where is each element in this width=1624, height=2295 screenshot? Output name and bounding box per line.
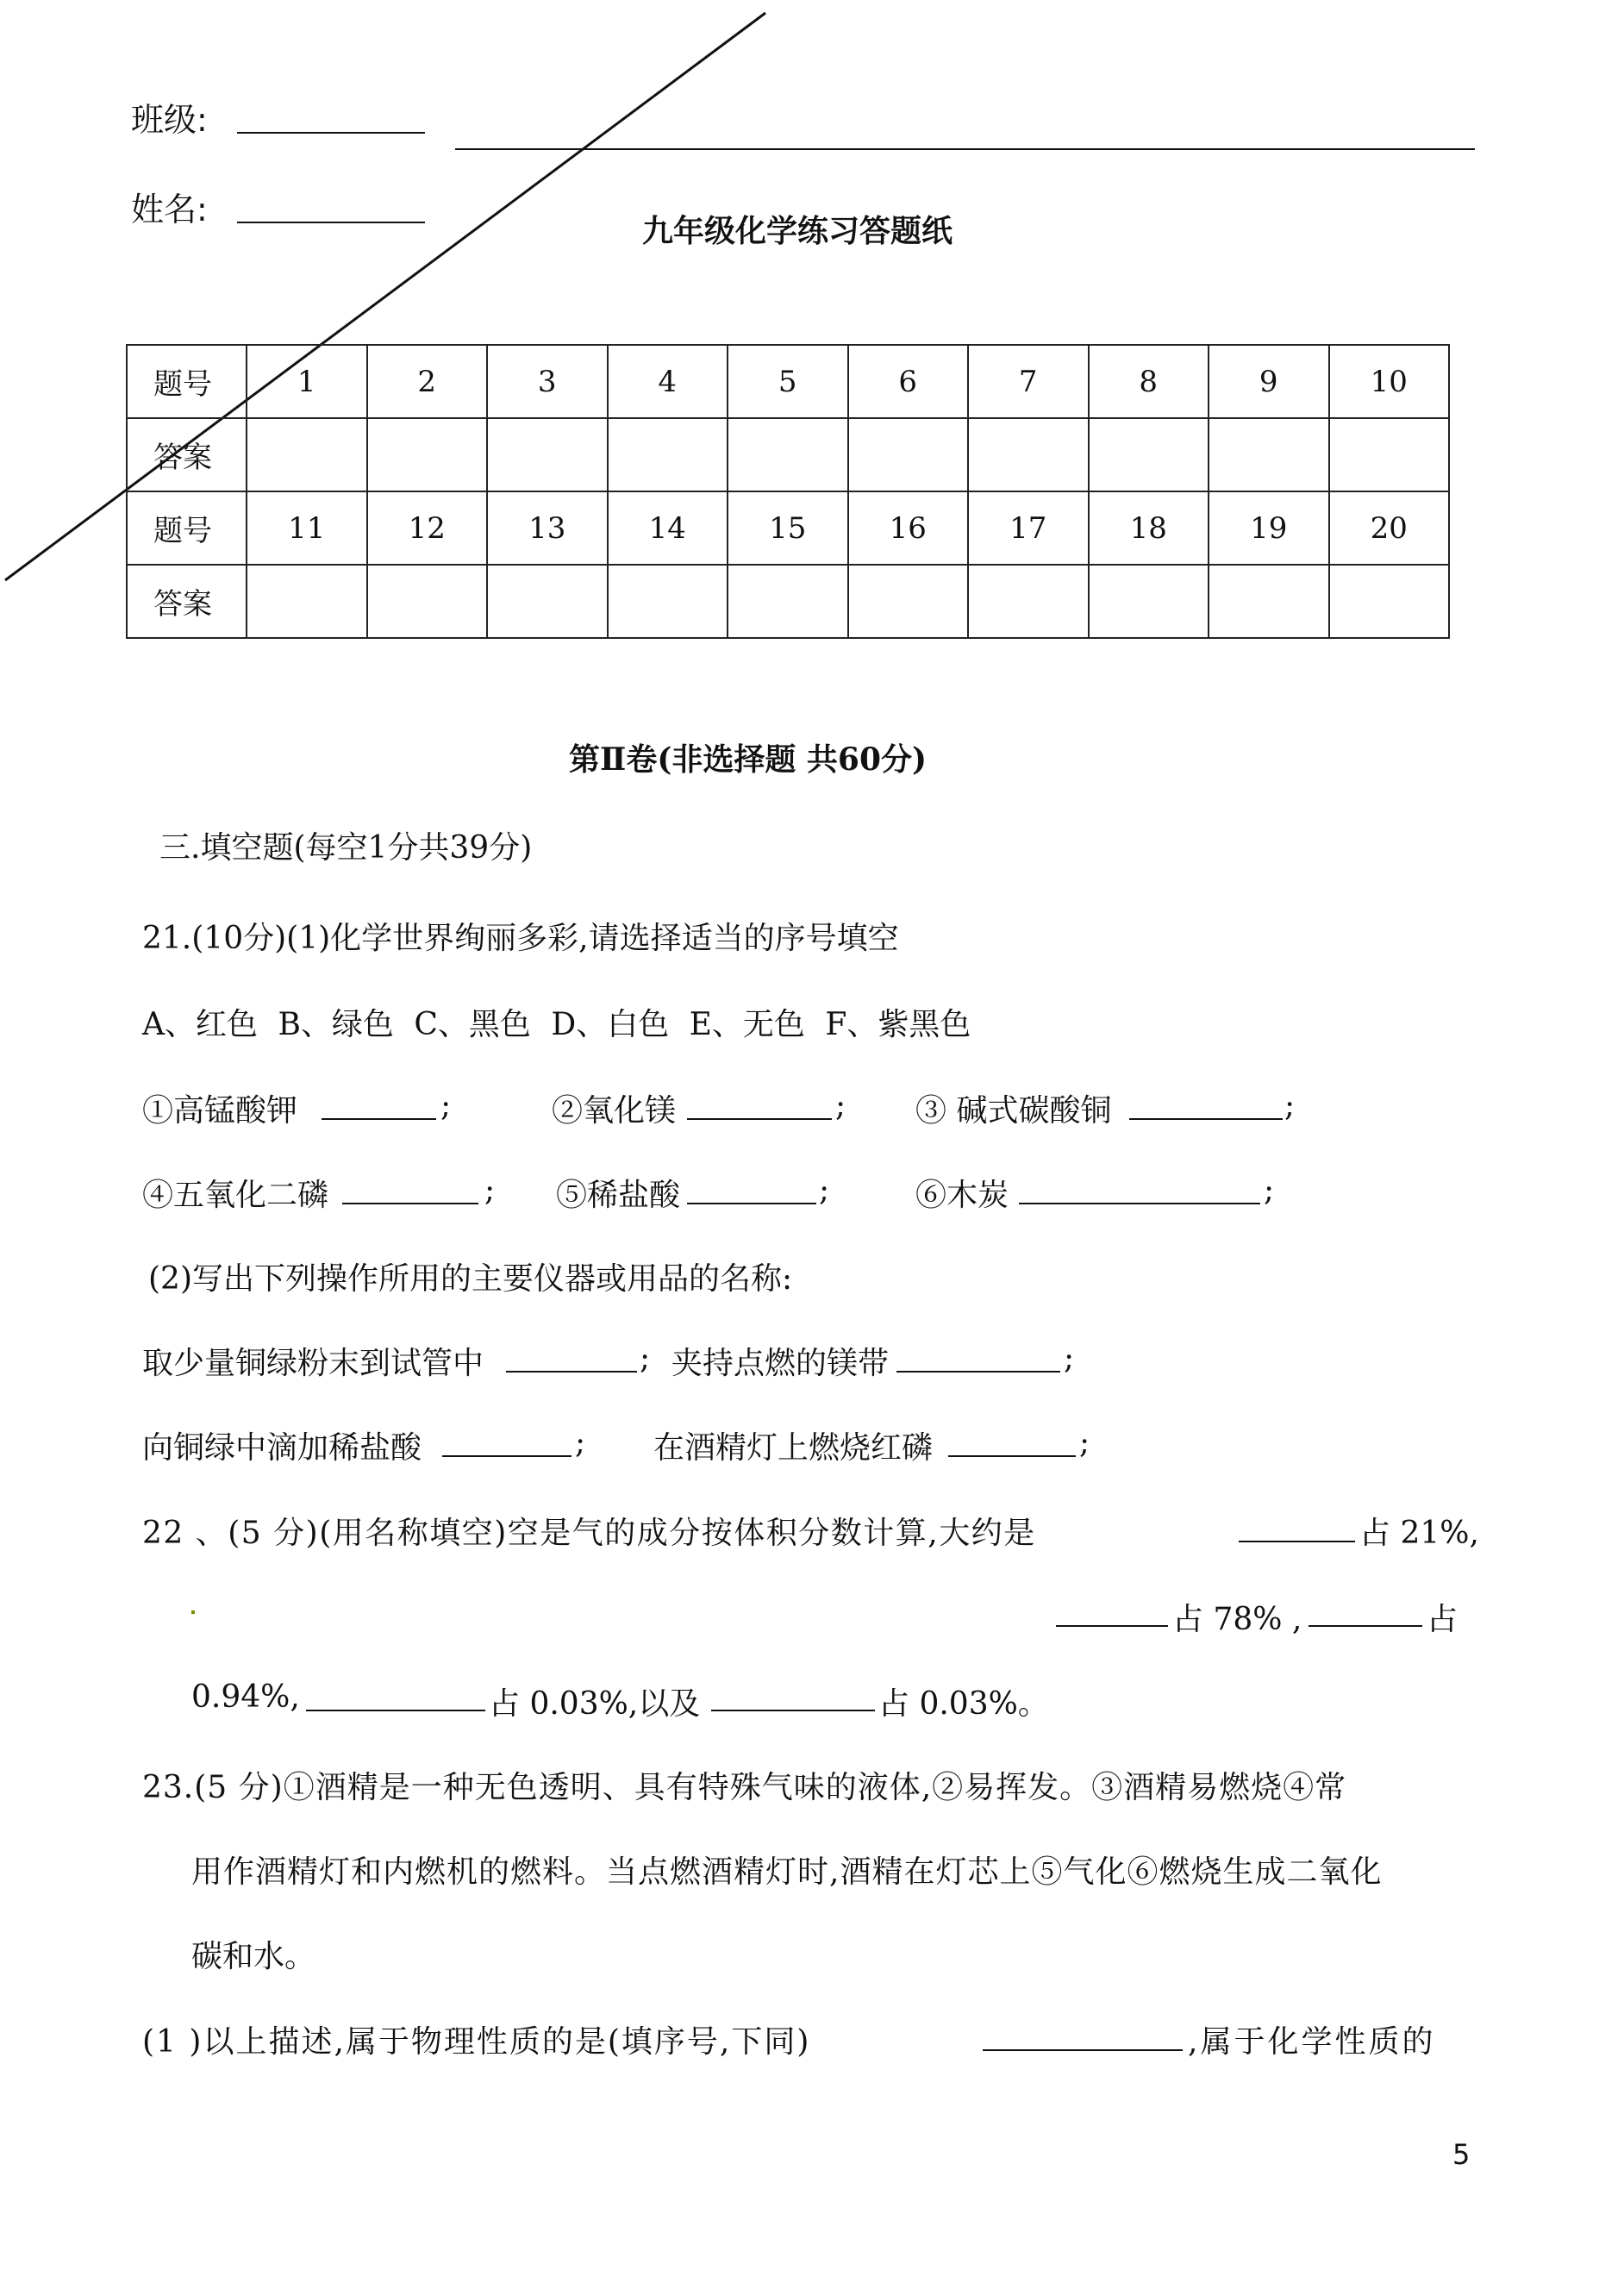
question-number: 20 bbox=[1329, 491, 1450, 565]
question-number: 3 bbox=[487, 345, 608, 418]
answer-label: 答案 bbox=[127, 565, 247, 638]
q22-blank1[interactable] bbox=[1239, 1541, 1355, 1542]
semicolon: ; bbox=[640, 1341, 651, 1376]
question-number: 9 bbox=[1209, 345, 1329, 418]
answer-cell[interactable] bbox=[1209, 565, 1329, 638]
q23-line3: 碳和水。 bbox=[191, 1939, 316, 1974]
q23-sub1-a: (1 )以上描述,属于物理性质的是(填序号,下同) bbox=[142, 2024, 811, 2060]
q21-op2: 夹持点燃的镁带 bbox=[671, 1346, 890, 1381]
answer-cell[interactable] bbox=[848, 418, 969, 491]
semicolon: ; bbox=[1284, 1088, 1296, 1123]
question-number: 18 bbox=[1089, 491, 1209, 565]
answer-cell[interactable] bbox=[608, 565, 728, 638]
answer-cell[interactable] bbox=[1089, 565, 1209, 638]
q21-blank2[interactable] bbox=[687, 1118, 832, 1120]
semicolon: ; bbox=[819, 1173, 830, 1208]
question-number: 7 bbox=[968, 345, 1089, 418]
q21-options: A、红色 B、绿色 C、黑色 D、白色 E、无色 F、紫黑色 bbox=[142, 1007, 971, 1042]
answer-cell[interactable] bbox=[367, 418, 488, 491]
question-number: 19 bbox=[1209, 491, 1329, 565]
answer-cell[interactable] bbox=[367, 565, 488, 638]
answer-cell[interactable] bbox=[247, 418, 367, 491]
name-label: 姓名: bbox=[131, 191, 208, 228]
question-number: 6 bbox=[848, 345, 969, 418]
semicolon: ; bbox=[835, 1088, 846, 1123]
question-number: 10 bbox=[1329, 345, 1450, 418]
question-number: 4 bbox=[608, 345, 728, 418]
question-number: 8 bbox=[1089, 345, 1209, 418]
dot-mark bbox=[191, 1610, 195, 1614]
q21-blank1[interactable] bbox=[322, 1118, 436, 1120]
q21-blank5[interactable] bbox=[687, 1203, 816, 1204]
q21-item2: ②氧化镁 bbox=[552, 1093, 677, 1129]
q21-intro: 21.(10分)(1)化学世界绚丽多彩,请选择适当的序号填空 bbox=[142, 921, 899, 956]
q22-line1: 22 、(5 分)(用名称填空)空是气的成分按体积分数计算,大约是 bbox=[142, 1516, 1036, 1551]
q21-op1: 取少量铜绿粉末到试管中 bbox=[142, 1346, 484, 1381]
answer-table bbox=[126, 344, 1450, 639]
question-number: 11 bbox=[247, 491, 367, 565]
q21-blank4[interactable] bbox=[342, 1203, 478, 1204]
answer-cell[interactable] bbox=[848, 565, 969, 638]
answer-label: 答案 bbox=[127, 418, 247, 491]
answer-cell[interactable] bbox=[1329, 565, 1450, 638]
q22-blank4[interactable] bbox=[306, 1710, 485, 1711]
answer-cell[interactable] bbox=[728, 418, 848, 491]
q22-line1-end: 占 21%, bbox=[1359, 1516, 1479, 1551]
question-number: 14 bbox=[608, 491, 728, 565]
page-number: 5 bbox=[1452, 2138, 1471, 2171]
q21-part2: (2)写出下列操作所用的主要仪器或用品的名称: bbox=[148, 1261, 793, 1297]
question-number: 1 bbox=[247, 345, 367, 418]
answer-cell[interactable] bbox=[968, 565, 1089, 638]
table-row bbox=[127, 418, 1449, 491]
q23-line1: 23.(5 分)①酒精是一种无色透明、具有特殊气味的液体,②易挥发。③酒精易燃烧④常 bbox=[142, 1770, 1347, 1805]
class-field[interactable] bbox=[237, 132, 425, 134]
semicolon: ; bbox=[484, 1173, 496, 1208]
q22-line3-b: 占 0.03%,以及 bbox=[489, 1686, 701, 1722]
q23-blank1[interactable] bbox=[983, 2049, 1183, 2051]
question-number: 13 bbox=[487, 491, 608, 565]
q21-blank10[interactable] bbox=[948, 1455, 1076, 1457]
answer-cell[interactable] bbox=[968, 418, 1089, 491]
q22-line3-c: 占 0.03%。 bbox=[878, 1686, 1049, 1722]
table-row bbox=[127, 491, 1449, 565]
answer-cell[interactable] bbox=[728, 565, 848, 638]
part3-title: 三.填空题(每空1分共39分) bbox=[159, 830, 533, 866]
answer-cell[interactable] bbox=[1209, 418, 1329, 491]
question-number-label: 题号 bbox=[127, 345, 247, 418]
answer-cell[interactable] bbox=[487, 565, 608, 638]
semicolon: ; bbox=[1064, 1341, 1075, 1376]
q21-item3: ③ 碱式碳酸铜 bbox=[915, 1093, 1112, 1129]
q21-item5: ⑤稀盐酸 bbox=[556, 1178, 681, 1213]
q22-line2-b: 占 bbox=[1427, 1602, 1458, 1637]
header-rule bbox=[455, 148, 1475, 150]
q22-line2-a: 占 78% , bbox=[1172, 1602, 1302, 1637]
question-number: 2 bbox=[367, 345, 488, 418]
question-number: 17 bbox=[968, 491, 1089, 565]
answer-cell[interactable] bbox=[247, 565, 367, 638]
question-number-label: 题号 bbox=[127, 491, 247, 565]
q22-blank3[interactable] bbox=[1309, 1625, 1422, 1627]
semicolon: ; bbox=[440, 1088, 452, 1123]
q23-sub1-b: ,属于化学性质的 bbox=[1188, 2024, 1436, 2060]
section-title: 第Ⅱ卷(非选择题 共60分) bbox=[569, 741, 928, 778]
q21-blank8[interactable] bbox=[896, 1371, 1060, 1373]
page-title: 九年级化学练习答题纸 bbox=[642, 213, 953, 249]
answer-cell[interactable] bbox=[1089, 418, 1209, 491]
question-number: 5 bbox=[728, 345, 848, 418]
table-row bbox=[127, 345, 1449, 418]
q21-blank7[interactable] bbox=[506, 1371, 637, 1373]
q22-blank2[interactable] bbox=[1056, 1625, 1168, 1627]
q21-blank3[interactable] bbox=[1129, 1118, 1283, 1120]
name-field[interactable] bbox=[237, 222, 425, 223]
answer-cell[interactable] bbox=[1329, 418, 1450, 491]
q21-item4: ④五氧化二磷 bbox=[142, 1178, 329, 1213]
q22-line3-a: 0.94%, bbox=[191, 1679, 300, 1715]
q21-blank9[interactable] bbox=[442, 1455, 572, 1457]
semicolon: ; bbox=[575, 1425, 586, 1460]
question-number: 12 bbox=[367, 491, 488, 565]
question-number: 15 bbox=[728, 491, 848, 565]
q21-item1: ①高锰酸钾 bbox=[142, 1093, 298, 1129]
table-row bbox=[127, 565, 1449, 638]
q21-blank6[interactable] bbox=[1019, 1203, 1260, 1204]
q21-item6: ⑥木炭 bbox=[915, 1178, 1009, 1213]
class-label: 班级: bbox=[131, 101, 208, 139]
question-number: 16 bbox=[848, 491, 969, 565]
semicolon: ; bbox=[1264, 1173, 1275, 1208]
q23-line2: 用作酒精灯和内燃机的燃料。当点燃酒精灯时,酒精在灯芯上⑤气化⑥燃烧生成二氧化 bbox=[191, 1854, 1383, 1890]
answer-cell[interactable] bbox=[608, 418, 728, 491]
q21-op4: 在酒精灯上燃烧红磷 bbox=[653, 1430, 934, 1466]
q21-op3: 向铜绿中滴加稀盐酸 bbox=[142, 1430, 422, 1466]
semicolon: ; bbox=[1079, 1425, 1090, 1460]
q22-blank5[interactable] bbox=[711, 1710, 875, 1711]
answer-cell[interactable] bbox=[487, 418, 608, 491]
